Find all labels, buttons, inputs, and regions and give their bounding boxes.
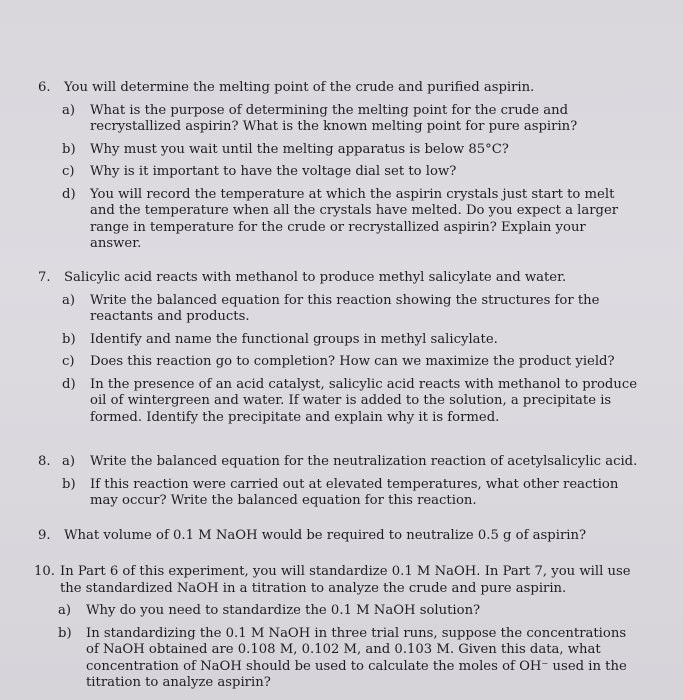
- question-7a: [38, 293, 638, 326]
- part-text: If this reaction were carried out at elevated temperatures, what other reaction may occur? Write the balanced equation for this reaction.: [90, 476, 619, 508]
- question-7d: [38, 377, 638, 427]
- question-number: 9.: [38, 528, 51, 543]
- part-text: Why must you wait until the melting apparatus is below 85°C?: [90, 141, 509, 157]
- question-number: 10.: [34, 564, 55, 579]
- part-text: Does this reaction go to completion? How can we maximize the product yield?: [90, 354, 615, 369]
- question-7c: [38, 354, 638, 371]
- part-label: a): [62, 102, 76, 118]
- part-text: In standardizing the 0.1 M NaOH in three trial runs, suppose the concentrations of NaOH obtained are 0.108 M, 0.102 M, and 0.103 M. Given this data, what concentration of NaOH should be used to calculate the moles of OH⁻ used in the titration to analyze aspirin?: [86, 625, 627, 690]
- part-text: Write the balanced equation for the neutralization reaction of acetylsalicylic acid.: [90, 454, 638, 469]
- question-6a: [38, 103, 638, 136]
- part-label: c): [62, 354, 75, 369]
- question-6: [38, 80, 638, 253]
- question-8: [38, 454, 638, 510]
- question-7b: [38, 332, 638, 349]
- part-label: b): [62, 141, 76, 157]
- question-8a: [38, 454, 638, 471]
- part-text: Why is it important to have the voltage dial set to low?: [90, 164, 457, 179]
- question-7: [38, 270, 638, 426]
- question-10: [34, 564, 634, 692]
- part-label: a): [58, 603, 72, 618]
- question-number: 6.: [38, 80, 51, 95]
- question-text: Salicylic acid reacts with methanol to produce methyl salicylate and water.: [64, 270, 567, 285]
- question-6b: [38, 142, 638, 159]
- question-10b: [34, 626, 634, 692]
- question-text: What volume of 0.1 M NaOH would be required to neutralize 0.5 g of aspirin?: [64, 528, 587, 543]
- question-10a: [34, 603, 634, 620]
- part-text: Identify and name the functional groups in methyl salicylate.: [90, 331, 498, 347]
- part-label: b): [58, 625, 72, 641]
- part-text: In the presence of an acid catalyst, salicylic acid reacts with methanol to produce oil of wintergreen and water. If water is added to the solution, a precipitate is formed. Identify the precipitate and explain why it is formed.: [90, 376, 638, 425]
- part-label: a): [62, 292, 76, 308]
- part-text: Why do you need to standardize the 0.1 M NaOH solution?: [86, 603, 481, 618]
- question-8b: [38, 477, 638, 510]
- part-label: d): [62, 376, 76, 392]
- question-9: [38, 528, 638, 545]
- question-text: In Part 6 of this experiment, you will standardize 0.1 M NaOH. In Part 7, you will use the standardized NaOH in a titration to analyze the crude and pure aspirin.: [60, 564, 631, 596]
- part-label: a): [62, 454, 76, 469]
- part-label: b): [62, 331, 76, 347]
- part-text: What is the purpose of determining the melting point for the crude and recrystallized aspirin? What is the known melting point for pure aspirin?: [90, 102, 578, 134]
- question-text: You will determine the melting point of the crude and purified aspirin.: [64, 80, 535, 95]
- question-number: 7.: [38, 270, 51, 285]
- part-text: You will record the temperature at which the aspirin crystals just start to melt and the temperature when all the crystals have melted. Do you expect a larger range in temperature for the crude or recrystallized aspirin? Explain your answer.: [90, 186, 619, 251]
- part-text: Write the balanced equation for this reaction showing the structures for the reactants and products.: [90, 292, 600, 324]
- question-6d: [38, 187, 638, 253]
- part-label: d): [62, 186, 76, 202]
- part-label: c): [62, 164, 75, 179]
- question-6c: [38, 164, 638, 181]
- question-number: 8.: [38, 454, 51, 469]
- part-label: b): [62, 476, 76, 492]
